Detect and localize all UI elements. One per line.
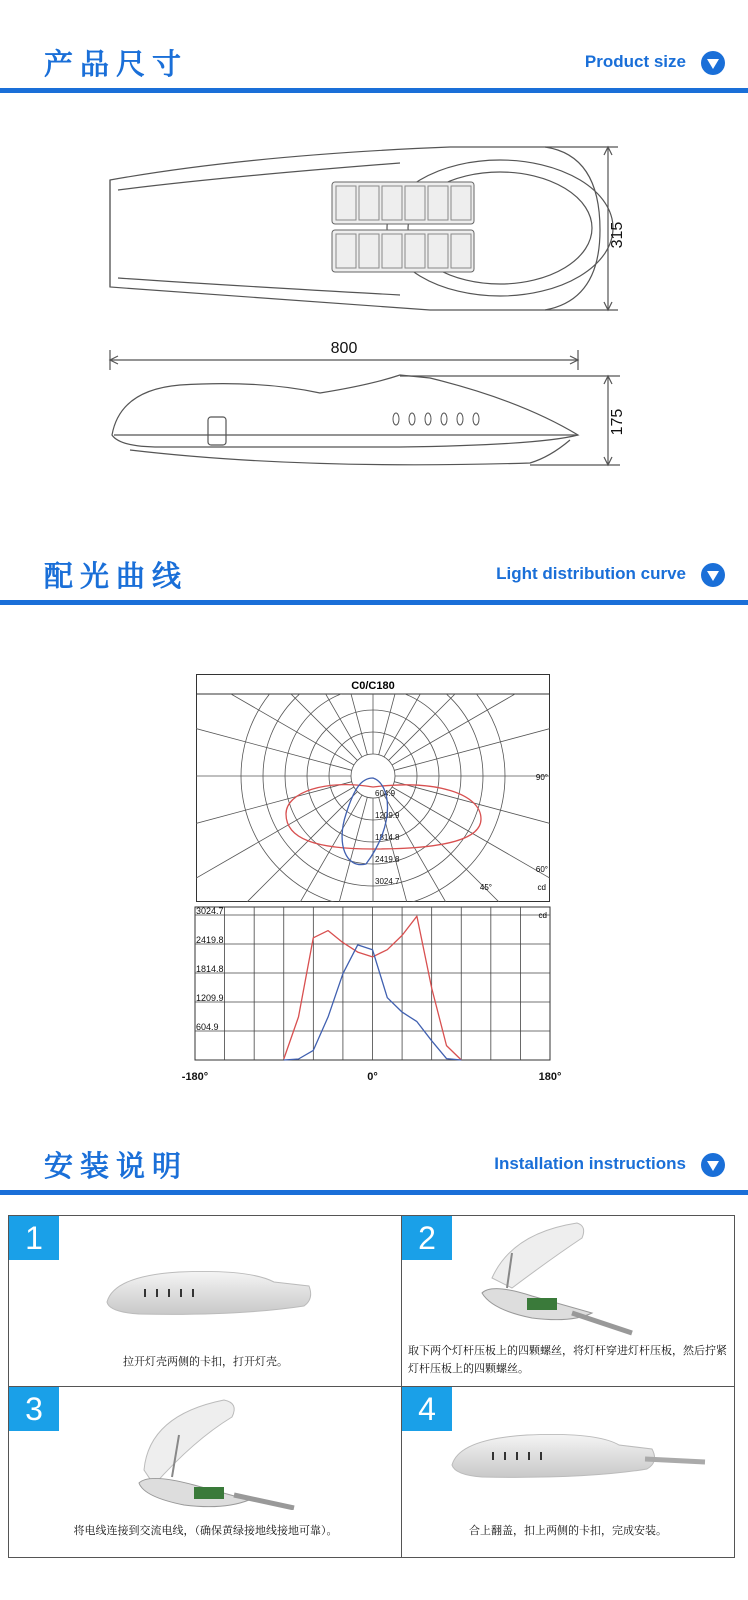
install-step-1 xyxy=(9,1216,402,1387)
lamp-closed-image xyxy=(99,1264,319,1324)
y-tick-label: 1814.8 xyxy=(196,964,224,974)
vent-slots xyxy=(393,413,479,425)
product-dimension-drawing xyxy=(100,135,640,490)
lamp-installed-image xyxy=(447,1427,707,1497)
step-number: 4 xyxy=(402,1387,452,1431)
led-module-array xyxy=(332,182,474,272)
section-title-en: Light distribution curve xyxy=(496,564,686,583)
installation-steps-grid xyxy=(8,1215,735,1558)
section-divider xyxy=(0,600,748,605)
section-header-light-distribution xyxy=(0,540,748,610)
polar-ring-label: 1209.9 xyxy=(375,811,400,820)
section-title-en: Product size xyxy=(584,52,686,71)
dimension-length-label: 800 xyxy=(330,340,358,357)
lamp-open-pole-image xyxy=(472,1218,642,1336)
polar-ring-label: 1814.8 xyxy=(375,833,400,842)
polar-unit-label: cd xyxy=(537,883,546,892)
polar-ring-label: 3024.7 xyxy=(375,877,400,886)
lamp-wiring-image xyxy=(124,1395,304,1510)
step-caption: 将电线连接到交流电线，（确保黄绿接地线接地可靠）。 xyxy=(73,1524,338,1537)
section-title-cn: 安装说明 xyxy=(44,1149,189,1183)
step-number: 3 xyxy=(9,1387,59,1431)
x-tick-label: 180° xyxy=(538,1071,562,1083)
angle-label-45: 45° xyxy=(479,883,492,892)
dimension-height-label: 175 xyxy=(609,408,626,436)
step-caption: 合上翻盖，扣上两侧的卡扣，完成安装。 xyxy=(469,1524,667,1537)
polar-title: C0/C180 xyxy=(351,680,395,692)
polar-ring-label: 604.9 xyxy=(375,789,396,798)
install-step-3 xyxy=(9,1386,402,1557)
y-tick-label: 1209.9 xyxy=(196,993,224,1003)
install-step-4 xyxy=(401,1386,734,1557)
chart-unit-label: cd xyxy=(538,911,547,920)
x-tick-label: -180° xyxy=(181,1071,209,1083)
dimension-width-label: 315 xyxy=(609,221,626,249)
y-tick-label: 2419.8 xyxy=(196,935,224,945)
angle-label-60: 60° xyxy=(535,865,548,874)
section-title-cn: 产品尺寸 xyxy=(44,47,189,81)
chevron-down-icon xyxy=(700,50,726,76)
polar-ring-label: 2419.8 xyxy=(375,855,400,864)
y-tick-label: 3024.7 xyxy=(196,906,224,916)
section-divider xyxy=(0,1190,748,1195)
step-number: 1 xyxy=(9,1216,59,1260)
chevron-down-icon xyxy=(700,1152,726,1178)
section-title-en: Installation instructions xyxy=(494,1154,686,1173)
section-header-product-size xyxy=(0,28,748,98)
step-caption: 拉开灯壳两侧的卡扣，打开灯壳。 xyxy=(123,1355,288,1368)
step-caption: 取下两个灯杆压板上的四颗螺丝，将灯杆穿进灯杆压板，然后拧紧灯杆压板上的四颗螺丝。 xyxy=(408,1344,727,1375)
install-step-2 xyxy=(401,1216,734,1387)
section-divider xyxy=(0,88,748,93)
candela-line-chart xyxy=(175,905,575,1090)
chevron-down-icon xyxy=(700,562,726,588)
x-tick-label: 0° xyxy=(367,1071,378,1083)
polar-candela-diagram xyxy=(196,674,550,902)
section-title-cn: 配光曲线 xyxy=(44,559,189,593)
y-tick-label: 604.9 xyxy=(196,1022,219,1032)
section-header-installation xyxy=(0,1130,748,1200)
angle-label-90: 90° xyxy=(535,773,548,782)
step-number: 2 xyxy=(402,1216,452,1260)
